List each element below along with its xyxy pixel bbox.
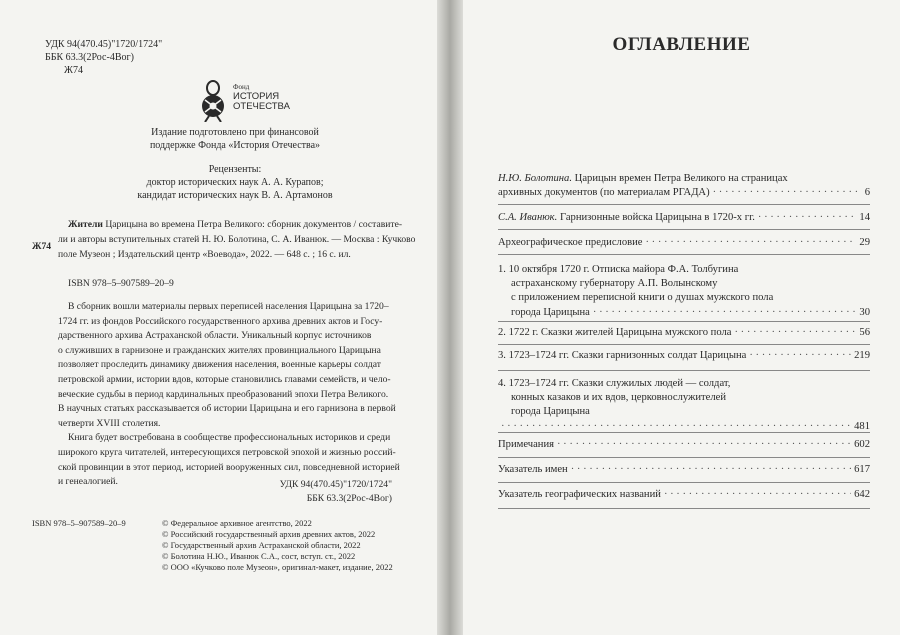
copyright-line: © ООО «Кучково поле Музеон», оригинал-макет, издание, 2022 [162,562,393,572]
toc-text: Указатель географических названий [498,489,661,500]
toc-entry-doc-2[interactable] [498,326,870,340]
toc-text: 4. 1723–1724 гг. Сказки служилых людей — солдат, [498,378,731,389]
toc-entry-preface[interactable] [498,236,870,250]
catalog-mark: Ж74 [32,241,52,252]
udk-code: УДК 94(470.45)"1720/1724" [45,39,163,50]
reviewer-1: доктор исторических наук А. А. Курапов; [146,177,324,188]
divider [498,229,870,230]
toc-entry-doc-3[interactable] [498,349,870,363]
toc-leader [557,438,851,452]
imprint-page [0,0,437,635]
toc-entry-geo-index[interactable] [498,488,870,502]
copyright-line: © Болотина Н.Ю., Иванюк С.А., сост, вступ. ст., 2022 [162,551,356,561]
toc-page-number: 29 [859,237,870,248]
toc-leader [749,349,851,363]
logo-fond: Фонд [233,83,250,91]
toc-title: ОГЛАВЛЕНИЕ [612,34,751,55]
catalog-line-1 [68,218,402,233]
toc-text: 2. 1722 г. Сказки жителей Царицына мужского пола [498,327,732,338]
history-foundation-emblem-icon [195,78,231,122]
toc-leader [593,306,857,320]
support-line-2: поддержке Фонда «История Отечества» [149,140,321,151]
toc-text: 3. 1723–1724 гг. Сказки гарнизонных солдат Царицына [498,350,747,361]
divider [498,321,870,322]
divider [498,457,870,458]
toc-page-number: 30 [859,306,870,318]
annotation-line: веческие судьбы в период кардинальных преобразований эпохи Петра Великого. [58,388,389,400]
toc-text: города Царицына [511,406,590,418]
toc-page-number: 481 [854,420,870,432]
divider [498,432,870,433]
support-line-1: Издание подготовлено при финансовой [151,127,319,138]
toc-entry-doc-4[interactable] [498,377,870,434]
toc-page-number: 14 [859,212,870,223]
toc-text: архивных документов (по материалам РГАДА) [498,187,710,199]
annotation-line: Книга будет востребована в сообществе профессиональных историков и среди [68,432,391,444]
toc-entry-notes[interactable] [498,438,870,452]
toc-leader [713,186,862,200]
logo-line2: ОТЕЧЕСТВА [233,101,290,112]
toc-page-number: 602 [854,439,870,450]
toc-text: Царицын времен Петра Великого на страницах [574,173,788,184]
toc-text: с приложением переписной книги о душах мужского пола [511,292,774,304]
annotation-line: о служивших в гарнизоне и гражданских жителях провинциального Царицына [58,344,381,356]
toc-author: С.А. Иванюк. [498,212,558,223]
annotation-line: дарственного архива Астраханской области. Уникальный корпус источников [58,330,372,342]
toc-text: астраханскому губернатору А.П. Волынскому [511,278,718,290]
toc-text: Археографическое предисловие [498,237,643,248]
toc-text: Примечания [498,439,554,450]
toc-leader [571,463,851,477]
udk-code-bottom: УДК 94(470.45)"1720/1724" [279,479,392,490]
catalog-title: Жители [68,219,103,230]
annotation-line: позволяет проследить динамику движения населения, военные карьеры солдат [58,359,381,371]
toc-leader [645,236,856,250]
reviewers-label: Рецензенты: [208,164,262,175]
catalog-isbn: ISBN 978–5–907589–20–9 [68,278,174,289]
annotation-line: и генеалогией. [58,476,118,488]
copyright-line: © Государственный архив Астраханской области, 2022 [162,540,361,550]
toc-entry-name-index[interactable] [498,463,870,477]
bbk-code: ББК 63.3(2Рос-4Вог) [45,52,134,63]
annotation-line: В научных статьях рассказывается об истории Царицына и его гарнизона в первой [58,403,396,415]
toc-page-number: 6 [864,187,870,199]
toc-page-number: 219 [854,350,870,361]
toc-page-number: 56 [859,327,870,338]
toc-entry-bolotina[interactable] [498,172,870,200]
copyright-line: © Российский государственный архив древних актов, 2022 [162,529,376,539]
toc-page-number: 617 [854,464,870,475]
logo-line1: ИСТОРИЯ [233,91,280,102]
toc-text: конных казаков и их вдов, церковнослужителей [511,392,727,404]
bbk-code-bottom: ББК 63.3(2Рос-4Вог) [306,493,392,504]
isbn-bottom: ISBN 978–5–907589–20–9 [32,518,126,528]
toc-page-number: 642 [854,489,870,500]
reviewer-2: кандидат исторических наук В. А. Артамонов [137,190,333,201]
divider [498,204,870,205]
annotation-line: широкого круга читателей, интересующихся петровской эпохой и жизнью россий- [58,447,396,458]
annotation-line: 1724 гг. из фондов Российского государственного архива древних актов и Госу- [58,315,383,327]
foundation-logo [195,78,290,122]
toc-text: Указатель имен [498,464,568,475]
toc-text: города Царицына [511,306,590,318]
annotation-line: ской провинции в этот период, историей вооруженных сил, повседневной историей [58,461,400,473]
copyright-line: © Федеральное архивное агентство, 2022 [162,518,312,528]
author-mark: Ж74 [64,65,83,76]
divider [498,508,870,509]
divider [498,482,870,483]
catalog-line-1-text: Царицына во времена Петра Великого: сборник документов / составите- [105,219,403,230]
catalog-line-2: ли и авторы вступительных статей Н. Ю. Болотина, С. А. Иванюк. — Москва : Кучково [58,234,416,245]
book-gutter [437,0,463,635]
annotation-line: В сборник вошли материалы первых переписей населения Царицына за 1720– [68,301,389,312]
divider [498,254,870,255]
divider [498,344,870,345]
toc-text: 1. 10 октября 1720 г. Отписка майора Ф.А. Толбугина [498,264,739,275]
divider [498,370,870,371]
toc-author: Н.Ю. Болотина. [498,173,573,184]
annotation-line: четверти XVIII столетия. [58,417,161,429]
toc-leader [734,326,856,340]
annotation-line: петровской армии, истории вдов, которые становились главами семейств, и чело- [58,374,391,385]
toc-leader [758,211,857,225]
toc-text: Гарнизонные войска Царицына в 1720-х гг. [559,212,755,223]
toc-entry-ivanyuk[interactable] [498,211,870,225]
catalog-line-3: поле Музеон ; Издательский центр «Воевода», 2022. — 648 с. ; 16 с. ил. [58,249,351,260]
toc-entry-doc-1[interactable] [498,263,870,320]
toc-leader [664,488,851,502]
contents-page [463,0,900,635]
